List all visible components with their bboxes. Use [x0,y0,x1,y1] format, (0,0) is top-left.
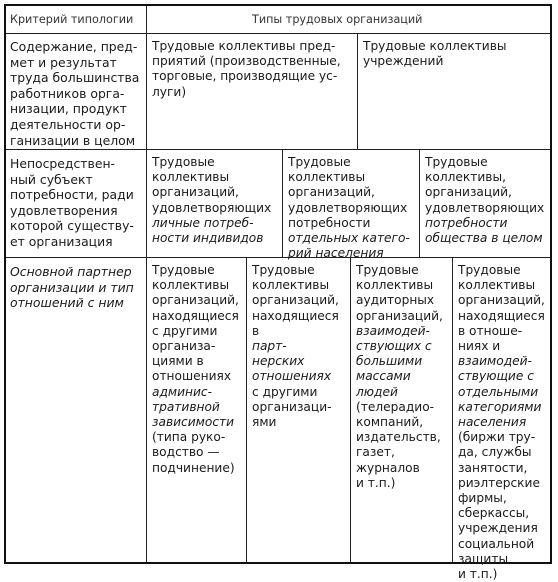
row3-cell-population-groups [458,263,552,582]
row3-cell-2-tail: с другими организаци- ями [252,384,332,430]
row3-cell-partnership [252,263,350,430]
row1-cell-enterprises: Трудовые коллективы пред- приятий (производственные, торговые, производящие ус- луги) [152,39,341,99]
row2-cell-individual-needs [152,155,282,246]
row2-cell-3-text: Трудовые коллективы, организаций, удовлетворяющих [425,155,545,215]
row2-cell-population-needs [288,155,418,261]
header-types: Типы трудовых организаций [252,13,423,26]
row3-cell-3-italic: взаимодей- ствующих с большими массами людей [356,323,432,399]
row3-col-divider-2 [350,257,351,562]
row1-divider [6,149,550,150]
row2-divider [6,257,550,258]
row3-cell-administrative [152,263,246,476]
row3-cell-3-tail: (телерадио- компаний, издательств, газет, журналов и т.п.) [356,399,441,490]
row2-cell-society-needs [425,155,551,246]
header-row-divider [6,33,550,34]
row3-cell-1-text: Трудовые коллективы организаций, находящиеся с другими организа- циями в отношениях [152,263,239,384]
row1-col-divider [357,33,358,149]
row3-cell-1-tail: (типа руко- водство — подчинение) [152,430,235,475]
row3-cell-2-italic: парт- нерских отношениях [252,339,332,384]
row2-col-divider-2 [419,149,420,257]
row3-cell-4-tail: (биржи тру- да, службы занятости, риэлтерские фирмы, сберкассы, учреждения социальной защиты и т.п.) [458,430,540,582]
row3-cell-3-text: Трудовые коллективы аудиторных организаций, [356,263,443,323]
row3-cell-4-italic: взаимодей- ствующие с отдельными категориями населения [458,354,542,430]
row2-cell-2-italic: отдельных катего- рий населения [288,231,410,261]
row2-cell-2-text: Трудовые коллективы организаций, удовлетворяющих потребности [288,155,408,230]
row2-cell-3-italic: потребности общества в целом [425,215,543,246]
row1-criterion: Содержание, пред- мет и результат труда большинства работников орга- низации, продукт деятельности ор- ганизации в целом [10,39,140,148]
row2-criterion: Непосредствен- ный субъект потребности, ради удовлетворения которой существу- ет организация [10,156,134,249]
row3-col-divider-3 [452,257,453,562]
row3-cell-1-italic: админис- тративной зависимости [152,384,235,430]
row2-cell-1-italic: личные потреб- ности индивидов [152,215,264,246]
row2-col-divider-1 [282,149,283,257]
row3-col-divider-1 [246,257,247,562]
row3-cell-2-text: Трудовые коллективы организаций, находящиеся в [252,263,339,338]
row3-cell-audience [356,263,452,491]
criterion-column-divider [146,6,147,562]
row3-criterion: Основной партнер организации и тип отношений с ним [10,264,134,311]
typology-table [4,4,552,582]
row1-cell-institutions: Трудовые коллективы учреждений [363,39,507,69]
row2-cell-1-text: Трудовые коллективы организаций, удовлетворяющих [152,155,272,215]
row3-cell-4-text: Трудовые коллективы организаций, находящиеся в отноше- ниях и [458,263,545,354]
header-criterion: Критерий типологии [10,13,134,26]
